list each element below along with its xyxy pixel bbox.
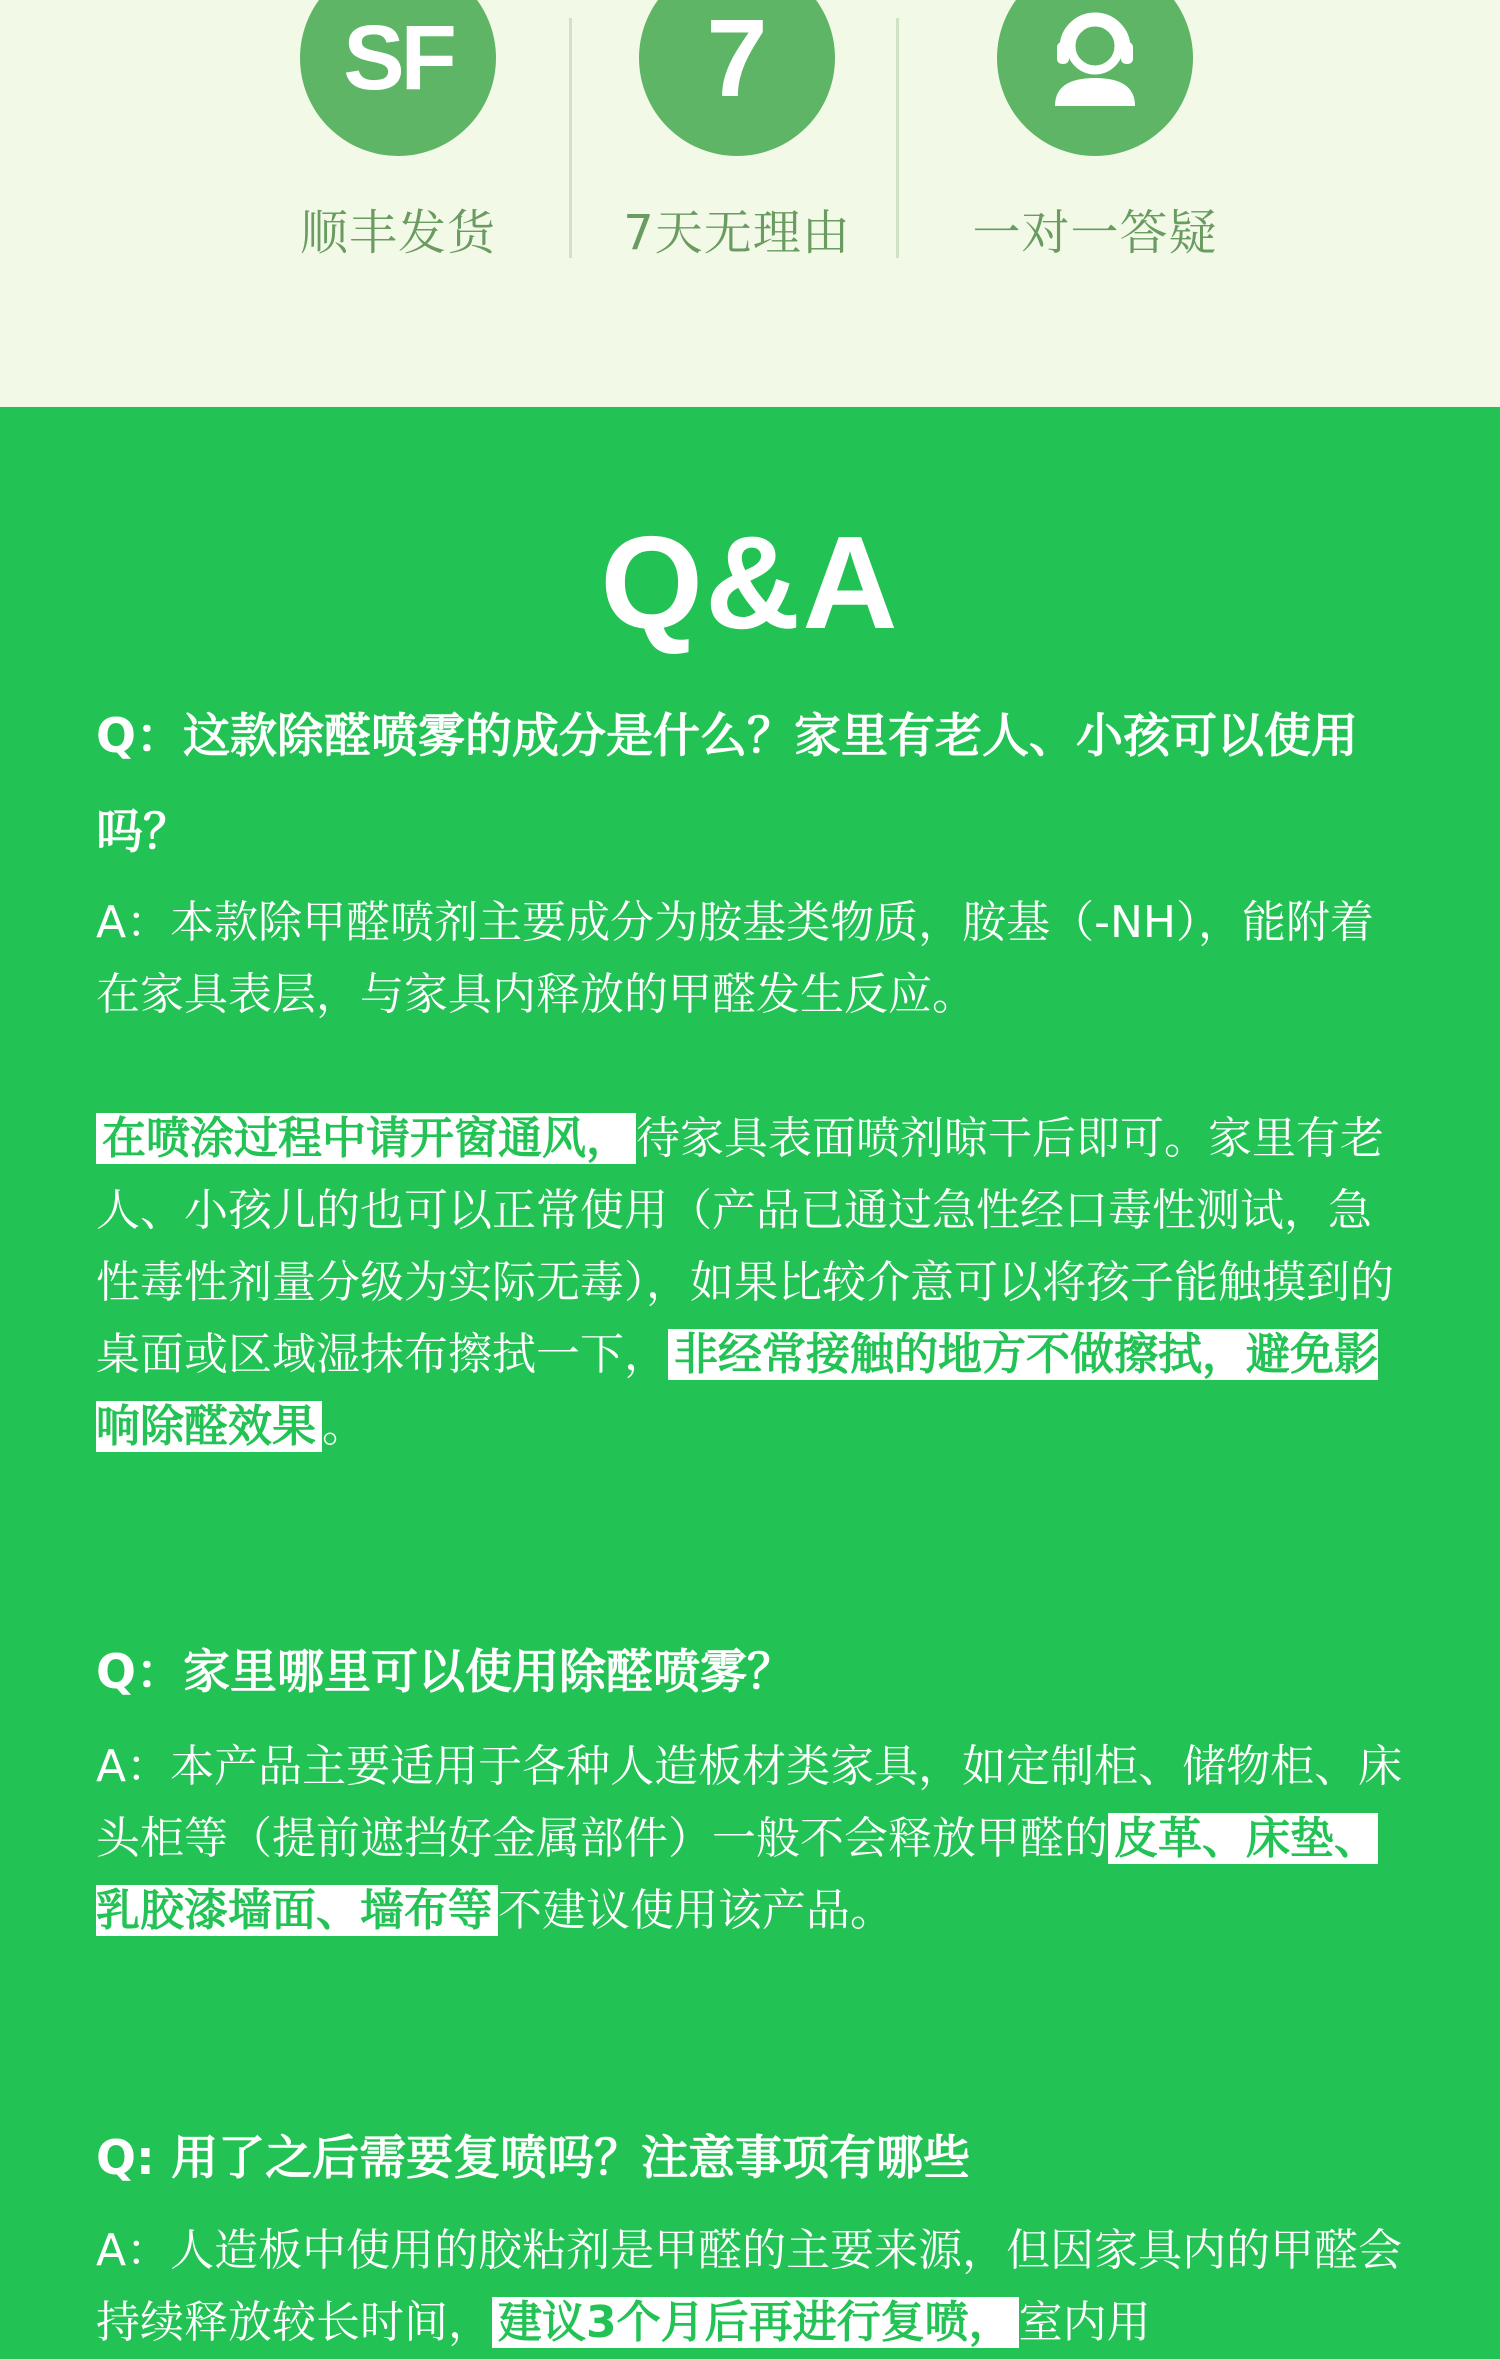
answer-1	[96, 887, 1406, 1463]
seven-glyph: 7	[706, 0, 768, 120]
question-3: Q: 用了之后需要复喷吗？注意事项有哪些	[96, 2131, 971, 2186]
question-1: Q：这款除醛喷雾的成分是什么？家里有老人、小孩可以使用吗？	[96, 709, 1358, 860]
answer-1-highlight-1: 在喷涂过程中请开窗通风，	[96, 1113, 636, 1164]
seven-days-icon	[639, 0, 835, 156]
divider	[896, 18, 899, 258]
answer-1-end: 。	[322, 1401, 366, 1452]
feature-one-on-one	[965, 0, 1225, 263]
answer-3-end: 室内用	[1018, 2297, 1151, 2348]
answer-1-text-2: 待家具表面喷剂晾干后即可。家里有老人、小孩儿的也可以正常使用（产品已通过急性经口毒性测试，急性毒性剂量分级为实际无毒），如果比较介意可以将孩子能触摸到的桌面或区域湿抹布擦拭一下，	[96, 1113, 1394, 1380]
feature-sf-shipping	[268, 0, 528, 263]
answer-3	[96, 2215, 1406, 2359]
answer-3-text: A：人造板中使用的胶粘剂是甲醛的主要来源，但因家具内的甲醛会持续释放较长时间，	[96, 2225, 1403, 2348]
sf-express-icon	[300, 0, 496, 156]
headset-person-icon	[1035, 0, 1155, 118]
feature-label-shipping: 顺丰发货	[299, 205, 496, 261]
answer-3-highlight: 建议3个月后再进行复喷，	[492, 2297, 1019, 2348]
sf-glyph: SF	[343, 6, 453, 109]
answer-2-highlight: 皮革、床垫、乳胶漆墙面、墙布等	[96, 1813, 1378, 1936]
question-2: Q：家里哪里可以使用除醛喷雾？	[96, 1645, 794, 1700]
qa-title: Q&A	[600, 509, 900, 656]
answer-2-text: A：本产品主要适用于各种人造板材类家具，如定制柜、储物柜、床头柜等（提前遮挡好金属部件）一般不会释放甲醛的	[96, 1741, 1403, 1864]
qa-section	[0, 407, 1500, 2348]
answer-1-highlight-2: 非经常接触的地方不做擦拭，避免影响除醛效果	[96, 1329, 1378, 1452]
feature-label-support: 一对一答疑	[972, 205, 1218, 261]
feature-label-return: 7天无理由	[623, 205, 851, 261]
divider	[569, 18, 572, 258]
feature-seven-days	[607, 0, 867, 263]
customer-service-icon	[997, 0, 1193, 156]
answer-2-end: 不建议使用该产品。	[498, 1885, 894, 1936]
answer-1-text: A：本款除甲醛喷剂主要成分为胺基类物质，胺基（-NH），能附着在家具表层，与家具内释放的甲醛发生反应。	[96, 897, 1374, 1020]
answer-2	[96, 1731, 1406, 1947]
service-features-banner	[0, 0, 1500, 407]
